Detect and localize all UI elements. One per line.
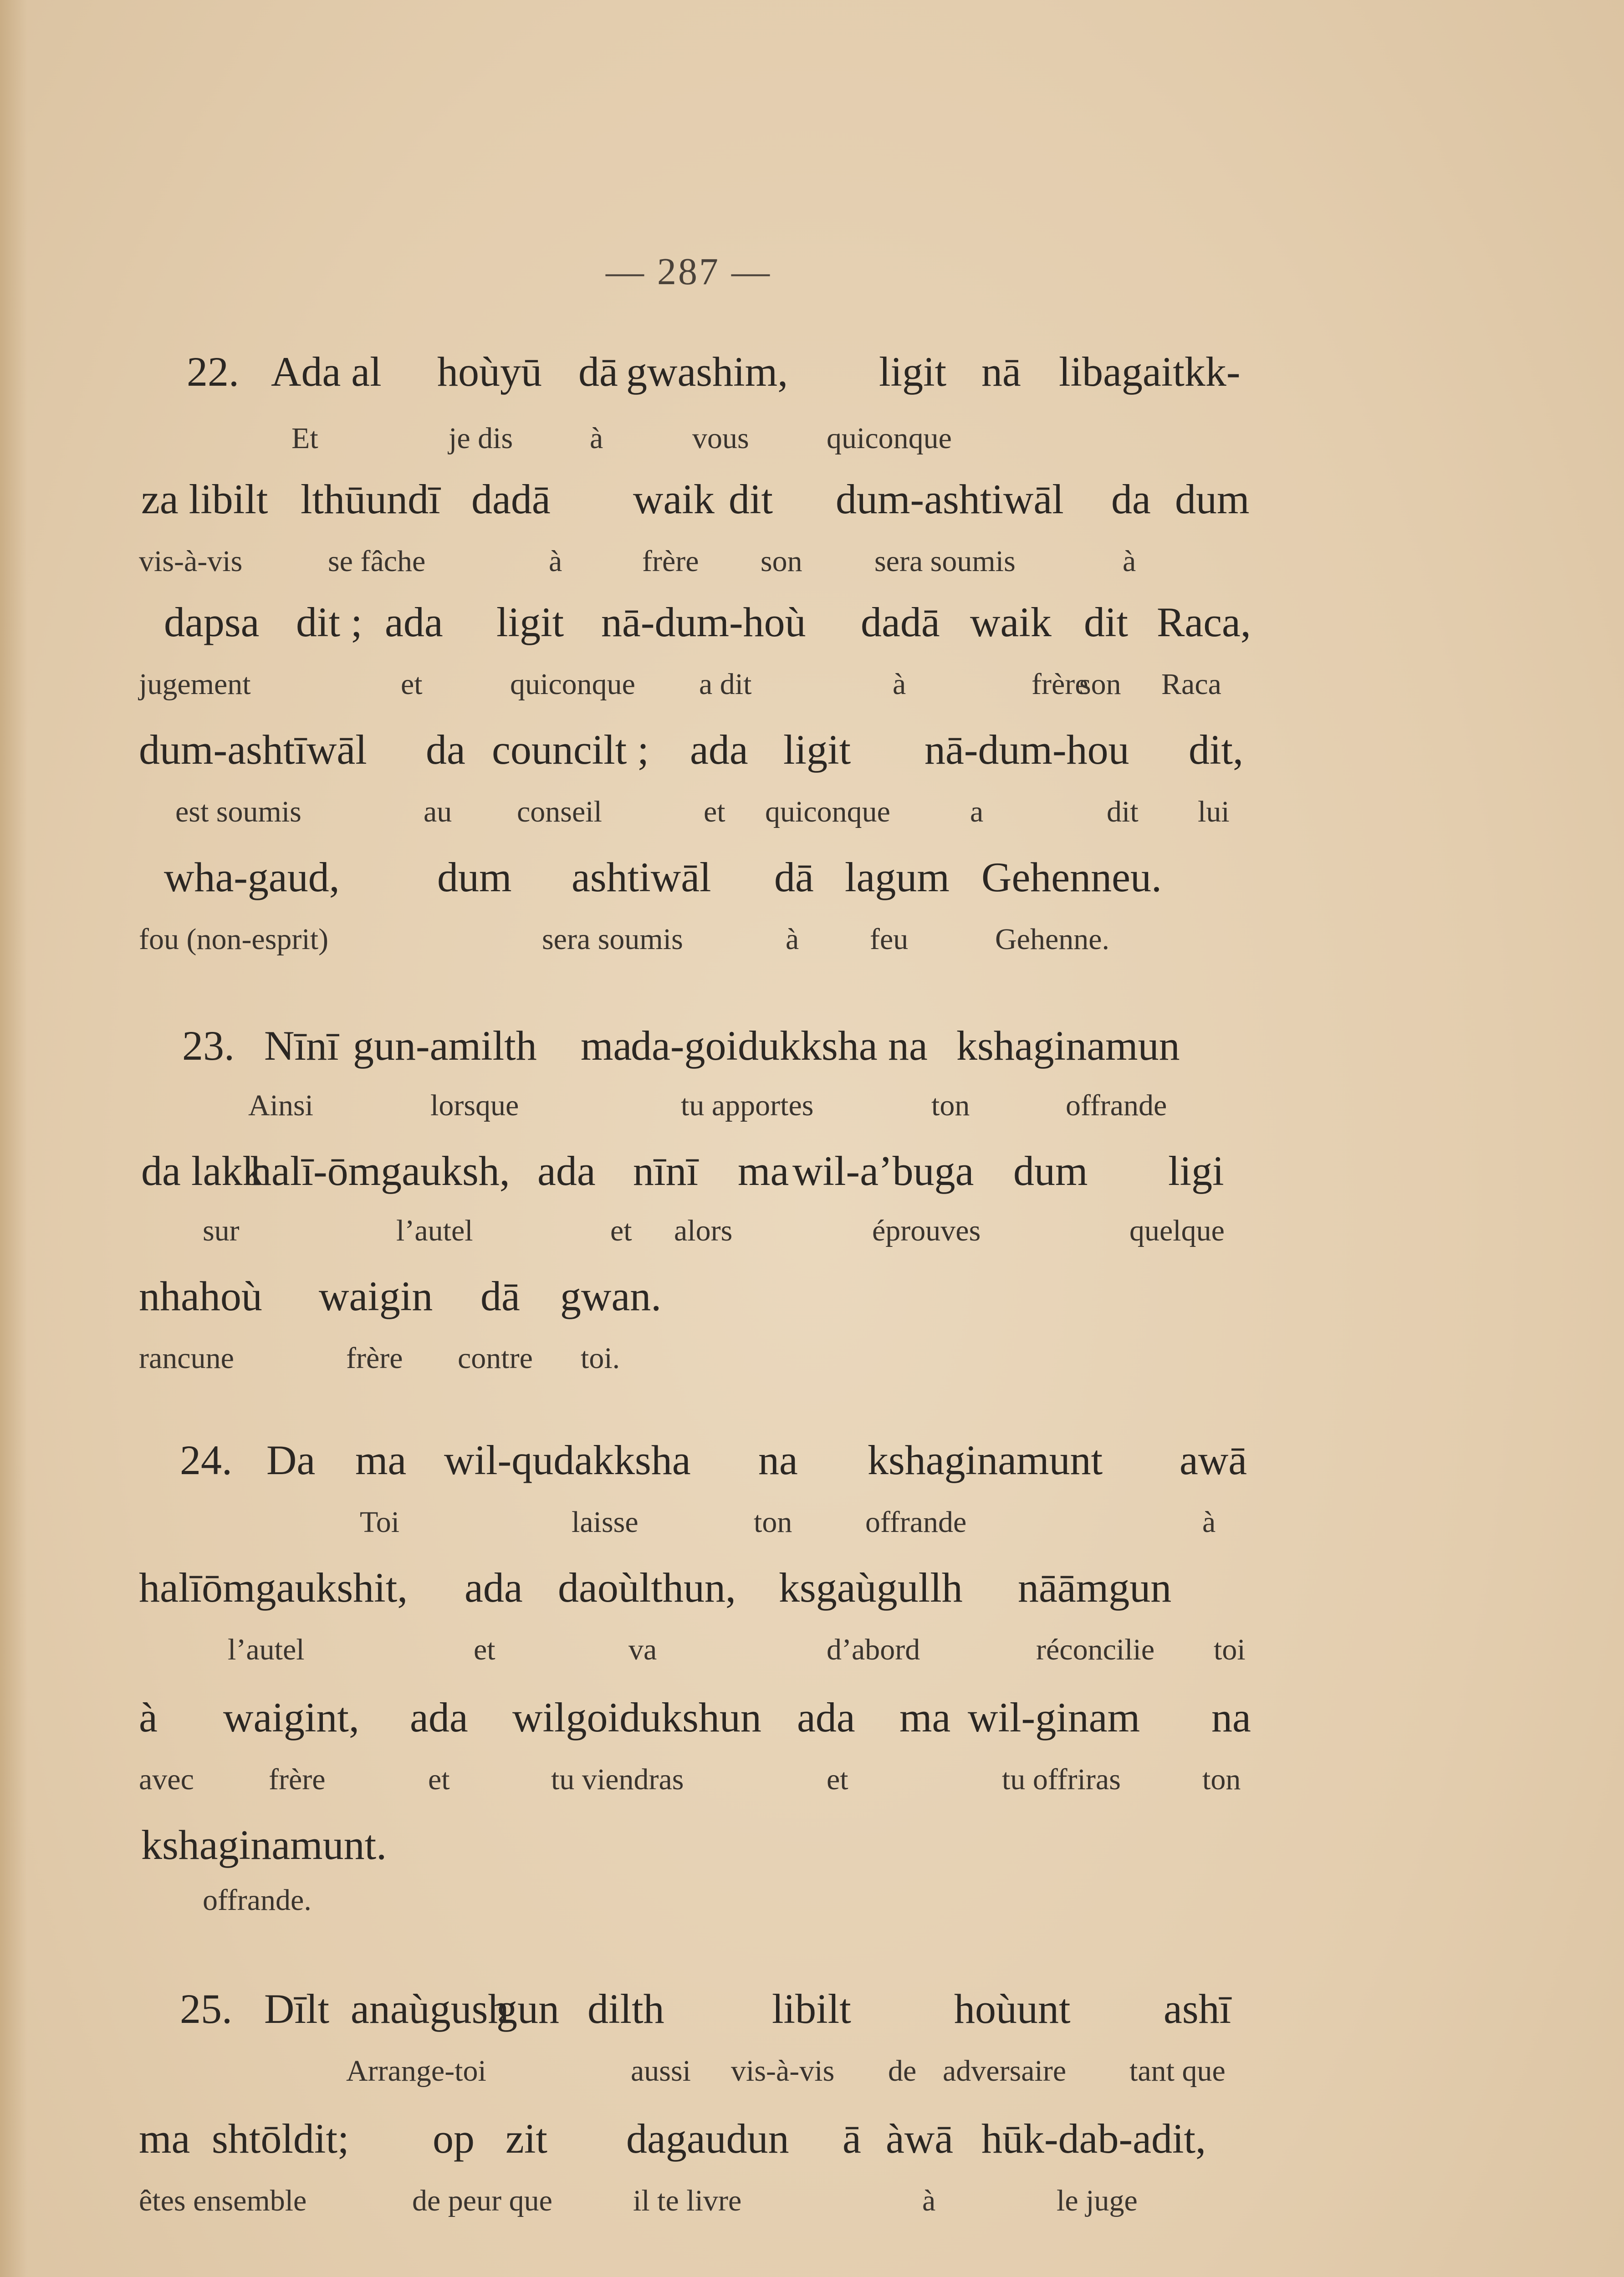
source-word: dum-ashtīwāl bbox=[139, 726, 367, 773]
source-word: Nīnī bbox=[264, 1022, 339, 1069]
source-word: wilgoidukshun bbox=[512, 1694, 761, 1741]
source-word: 23. bbox=[182, 1022, 235, 1069]
source-word: zit bbox=[506, 2115, 547, 2162]
gloss-word: fou (non-esprit) bbox=[139, 923, 329, 956]
source-word: wil-ginam bbox=[968, 1694, 1140, 1741]
gloss-word: l’autel bbox=[396, 1214, 473, 1247]
gloss-word: réconcilie bbox=[1036, 1633, 1155, 1666]
source-word: ada bbox=[385, 599, 443, 645]
source-word: za libilt bbox=[141, 476, 268, 522]
source-word: dit ; bbox=[296, 599, 363, 645]
source-word: wil-qudakksha bbox=[444, 1437, 691, 1483]
source-word: kshaginamunt bbox=[868, 1437, 1103, 1483]
source-word: ligi bbox=[1168, 1148, 1224, 1194]
source-word: ligit bbox=[496, 599, 564, 645]
gloss-word: sera soumis bbox=[542, 923, 683, 956]
gloss-word: toi. bbox=[581, 1342, 620, 1375]
source-word: ma bbox=[738, 1148, 789, 1194]
source-word: da bbox=[1111, 476, 1151, 522]
source-word: ashī bbox=[1164, 1986, 1231, 2032]
source-word: ma bbox=[581, 1022, 632, 1069]
source-word: hoùyū bbox=[437, 348, 542, 395]
source-word: anaùgush bbox=[351, 1986, 509, 2032]
gloss-word: quiconque bbox=[510, 668, 635, 701]
gloss-word: et bbox=[428, 1763, 450, 1796]
source-word: ligit bbox=[783, 726, 851, 773]
gloss-word: de bbox=[888, 2054, 917, 2088]
source-word: nīnī bbox=[633, 1148, 699, 1194]
source-word: na bbox=[758, 1437, 798, 1483]
source-word: hūk-dab-adit, bbox=[981, 2115, 1206, 2162]
source-word: gun bbox=[496, 1986, 559, 2032]
source-word: kshaginamun bbox=[956, 1022, 1180, 1069]
gloss-word: frère bbox=[642, 545, 699, 578]
gloss-word: frère bbox=[1032, 668, 1088, 701]
gloss-word: il te livre bbox=[633, 2184, 742, 2217]
gloss-word: tant que bbox=[1129, 2054, 1226, 2088]
gloss-word: quiconque bbox=[765, 795, 890, 828]
source-word: lagum bbox=[845, 854, 950, 900]
gloss-word: tu apportes bbox=[681, 1089, 814, 1122]
source-word: dilth bbox=[587, 1986, 664, 2032]
gloss-word: êtes ensemble bbox=[139, 2184, 307, 2217]
source-word: nhahoù bbox=[139, 1273, 262, 1319]
source-word: nā bbox=[981, 348, 1021, 395]
source-word: 24. bbox=[180, 1437, 232, 1483]
gloss-word: et bbox=[610, 1214, 632, 1247]
source-word: ada bbox=[465, 1564, 523, 1611]
page-edge-shadow bbox=[0, 0, 27, 2277]
gloss-word: et bbox=[704, 795, 725, 828]
source-word: daoùlthun, bbox=[558, 1564, 736, 1611]
source-word: da-goidukksha bbox=[631, 1022, 878, 1069]
source-word: 22. bbox=[187, 348, 239, 395]
gloss-word: frère bbox=[346, 1342, 403, 1375]
gloss-word: offrande. bbox=[203, 1884, 312, 1917]
gloss-word: va bbox=[628, 1633, 657, 1666]
gloss-word: Gehenne. bbox=[995, 923, 1110, 956]
page-number: — 287 — bbox=[606, 250, 771, 293]
source-word: waigint, bbox=[223, 1694, 359, 1741]
source-word: waik bbox=[633, 476, 715, 522]
source-word: ashtiwāl bbox=[572, 854, 711, 900]
source-word: libagaitkk- bbox=[1059, 348, 1241, 395]
source-word: councilt ; bbox=[492, 726, 649, 773]
gloss-word: à bbox=[922, 2184, 936, 2217]
source-word: Dīlt bbox=[264, 1986, 330, 2032]
source-word: dā bbox=[774, 854, 814, 900]
gloss-word: laisse bbox=[572, 1506, 638, 1539]
gloss-word: à bbox=[786, 923, 799, 956]
source-word: ligit bbox=[879, 348, 947, 395]
gloss-word: tu offriras bbox=[1002, 1763, 1121, 1796]
source-word: gun-amilth bbox=[353, 1022, 537, 1069]
gloss-word: le juge bbox=[1057, 2184, 1138, 2217]
source-word: ā bbox=[843, 2115, 861, 2162]
source-word: hoùunt bbox=[954, 1986, 1071, 2032]
gloss-word: dit bbox=[1107, 795, 1139, 828]
source-word: awā bbox=[1180, 1437, 1247, 1483]
gloss-word: l’autel bbox=[228, 1633, 305, 1666]
source-word: na bbox=[1211, 1694, 1251, 1741]
source-word: wil-a’buga bbox=[792, 1148, 974, 1194]
gloss-word: offrande bbox=[865, 1506, 967, 1539]
gloss-word: vis-à-vis bbox=[731, 2054, 835, 2088]
source-word: lakk bbox=[191, 1148, 264, 1194]
gloss-word: Ainsi bbox=[248, 1089, 314, 1122]
gloss-word: tu viendras bbox=[551, 1763, 684, 1796]
gloss-word: aussi bbox=[631, 2054, 691, 2088]
source-word: dagaudun bbox=[626, 2115, 789, 2162]
source-word: kshaginamunt. bbox=[141, 1822, 387, 1868]
gloss-word: d’abord bbox=[827, 1633, 920, 1666]
gloss-word: contre bbox=[458, 1342, 533, 1375]
source-word: wha-gaud, bbox=[164, 854, 340, 900]
source-word: libilt bbox=[772, 1986, 851, 2032]
gloss-word: ton bbox=[931, 1089, 970, 1122]
gloss-word: rancune bbox=[139, 1342, 234, 1375]
source-word: dapsa bbox=[164, 599, 260, 645]
gloss-word: Et bbox=[291, 422, 318, 455]
gloss-word: alors bbox=[674, 1214, 733, 1247]
source-word: da bbox=[141, 1148, 181, 1194]
source-word: gwashim, bbox=[626, 348, 788, 395]
source-word: dum-ashtiwāl bbox=[836, 476, 1064, 522]
source-word: ada bbox=[797, 1694, 855, 1741]
source-word: àwā bbox=[886, 2115, 954, 2162]
source-word: op bbox=[433, 2115, 475, 2162]
source-word: dit bbox=[729, 476, 773, 522]
gloss-word: à bbox=[893, 668, 906, 701]
gloss-word: vis-à-vis bbox=[139, 545, 243, 578]
source-word: dit bbox=[1084, 599, 1129, 645]
gloss-word: est soumis bbox=[175, 795, 301, 828]
source-word: ksgaùgullh bbox=[779, 1564, 963, 1611]
source-word: waik bbox=[970, 599, 1052, 645]
gloss-word: sur bbox=[203, 1214, 240, 1247]
source-word: ma bbox=[139, 2115, 190, 2162]
gloss-word: jugement bbox=[139, 668, 251, 701]
gloss-word: son bbox=[1079, 668, 1121, 701]
gloss-word: offrande bbox=[1066, 1089, 1167, 1122]
gloss-word: et bbox=[401, 668, 423, 701]
source-word: ada bbox=[690, 726, 748, 773]
source-word: Ada al bbox=[271, 348, 382, 395]
source-word: dadā bbox=[861, 599, 940, 645]
gloss-word: et bbox=[827, 1763, 848, 1796]
source-word: dā bbox=[480, 1273, 520, 1319]
gloss-word: frère bbox=[269, 1763, 326, 1796]
gloss-word: je dis bbox=[449, 422, 513, 455]
gloss-word: à bbox=[590, 422, 603, 455]
source-word: dā bbox=[578, 348, 618, 395]
source-word: gwan. bbox=[560, 1273, 662, 1319]
source-word: nāāmgun bbox=[1018, 1564, 1172, 1611]
gloss-word: au bbox=[424, 795, 452, 828]
source-word: nā-dum-hou bbox=[924, 726, 1129, 773]
source-word: lthūundī bbox=[301, 476, 440, 522]
source-word: dum bbox=[437, 854, 512, 900]
source-word: à bbox=[139, 1694, 158, 1741]
source-word: ma bbox=[355, 1437, 407, 1483]
source-word: halī-ōmgauksh, bbox=[250, 1148, 510, 1194]
gloss-word: à bbox=[549, 545, 562, 578]
gloss-word: sera soumis bbox=[874, 545, 1016, 578]
gloss-word: a bbox=[970, 795, 984, 828]
gloss-word: et bbox=[474, 1633, 495, 1666]
gloss-word: à bbox=[1123, 545, 1136, 578]
source-word: dum bbox=[1013, 1148, 1088, 1194]
gloss-word: se fâche bbox=[328, 545, 426, 578]
gloss-word: quiconque bbox=[827, 422, 952, 455]
source-word: nā-dum-hoù bbox=[601, 599, 806, 645]
gloss-word: lui bbox=[1198, 795, 1230, 828]
gloss-word: ton bbox=[754, 1506, 792, 1539]
gloss-word: a dit bbox=[699, 668, 752, 701]
source-word: ada bbox=[410, 1694, 468, 1741]
gloss-word: Arrange-toi bbox=[346, 2054, 486, 2088]
gloss-word: conseil bbox=[517, 795, 602, 828]
source-word: Raca, bbox=[1157, 599, 1251, 645]
source-word: 25. bbox=[180, 1986, 232, 2032]
gloss-word: de peur que bbox=[412, 2184, 552, 2217]
gloss-word: toi bbox=[1214, 1633, 1246, 1666]
source-word: halīōmgaukshit, bbox=[139, 1564, 408, 1611]
source-word: Gehenneu. bbox=[981, 854, 1162, 900]
gloss-word: avec bbox=[139, 1763, 194, 1796]
gloss-word: son bbox=[761, 545, 802, 578]
gloss-word: lorsque bbox=[430, 1089, 519, 1122]
source-word: shtōldit; bbox=[212, 2115, 349, 2162]
source-word: da bbox=[426, 726, 465, 773]
gloss-word: quelque bbox=[1129, 1214, 1225, 1247]
source-word: waigin bbox=[319, 1273, 433, 1319]
gloss-word: vous bbox=[692, 422, 749, 455]
source-word: dum bbox=[1175, 476, 1250, 522]
gloss-word: éprouves bbox=[872, 1214, 981, 1247]
gloss-word: Raca bbox=[1161, 668, 1221, 701]
source-word: dadā bbox=[471, 476, 551, 522]
source-word: Da bbox=[266, 1437, 316, 1483]
gloss-word: feu bbox=[870, 923, 909, 956]
source-word: dit, bbox=[1189, 726, 1244, 773]
gloss-word: adversaire bbox=[943, 2054, 1067, 2088]
gloss-word: Toi bbox=[360, 1506, 400, 1539]
source-word: ada bbox=[537, 1148, 596, 1194]
source-word: ma bbox=[899, 1694, 951, 1741]
gloss-word: à bbox=[1202, 1506, 1216, 1539]
gloss-word: ton bbox=[1202, 1763, 1241, 1796]
source-word: na bbox=[888, 1022, 928, 1069]
